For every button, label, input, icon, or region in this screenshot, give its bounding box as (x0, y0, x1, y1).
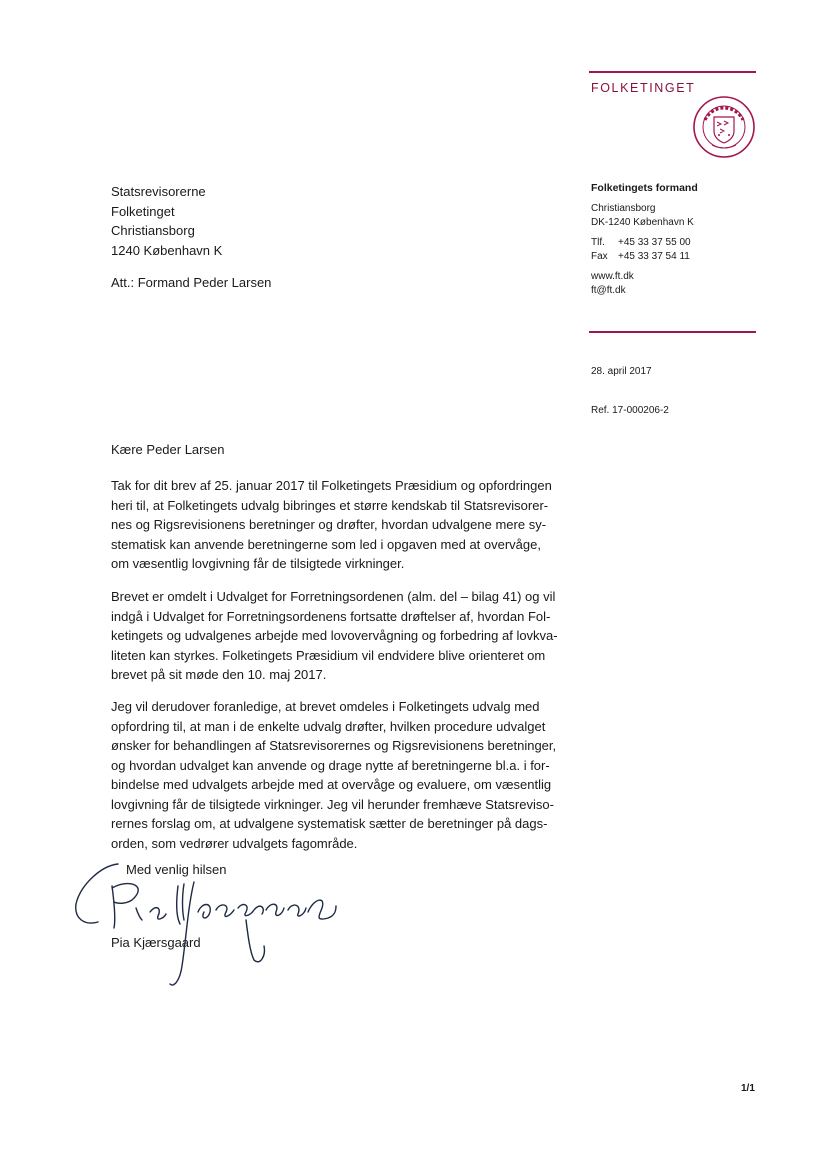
salutation: Kære Peder Larsen (111, 442, 225, 457)
sender-address-line: DK-1240 København K (591, 217, 694, 228)
recipient-line: 1240 København K (111, 242, 223, 258)
paragraph-line: indgå i Udvalget for Forretningsordenens fortsatte drøftelser af, hvordan Fol- (111, 608, 551, 624)
page-number: 1/1 (741, 1083, 755, 1094)
paragraph-line: lovgivning får de tilsigtede virkninger. Jeg vil herunder fremhæve Statsreviso- (111, 796, 554, 812)
paragraph-line: rernes forslag om, at udvalgene systematisk sætter de beretninger på dags- (111, 816, 548, 831)
folketinget-seal-logo (692, 95, 756, 159)
paragraph-line: heri til, at Folketingets udvalg bibringes et større kendskab til Statsrevisorer- (111, 497, 549, 513)
closing-phrase: Med venlig hilsen (126, 862, 227, 877)
paragraph-line: bindelse med udvalgets arbejde med at overvåge og evaluere, om væsentlig (111, 777, 552, 792)
paragraph-3 (111, 697, 557, 853)
paragraph-line: ketingets og udvalgenes arbejde med lovovervågning og forbedring af lovkva- (111, 628, 558, 643)
recipient-line: Folketinget (111, 203, 175, 219)
paragraph-line: orden, som vedrører udvalgets fagområde. (111, 835, 358, 851)
paragraph-2 (111, 587, 557, 685)
phone-label: Tlf. (591, 237, 605, 248)
mid-accent-rule (589, 331, 756, 333)
recipient-address (111, 182, 222, 260)
sender-contact (591, 270, 634, 298)
top-accent-rule (589, 71, 756, 73)
email-link[interactable]: ft@ft.dk (591, 285, 626, 296)
paragraph-line: brevet på sit møde den 10. maj 2017. (111, 667, 327, 682)
recipient-line: Christiansborg (111, 223, 195, 238)
paragraph-line: og hvordan udvalget kan anvende og drage nytte af beretningerne bl.a. i for- (111, 757, 550, 773)
paragraph-line: nes og Rigsrevisionens beretninger og drøfter, hvordan udvalgene mere sy- (111, 517, 547, 532)
paragraph-1 (111, 476, 557, 574)
paragraph-line: Brevet er omdelt i Udvalget for Forretningsordenen (alm. del – bilag 41) og vil (111, 589, 556, 604)
phone-number: +45 33 37 55 00 (618, 237, 691, 248)
sender-phone-block (591, 236, 691, 264)
sender-address (591, 202, 694, 230)
reference-number: Ref. 17-000206-2 (591, 405, 669, 416)
letter-date: 28. april 2017 (591, 366, 652, 377)
paragraph-line: om væsentlig lovgivning får de tilsigtede virkninger. (111, 556, 405, 571)
paragraph-line: Jeg vil derudover foranledige, at brevet omdeles i Folketingets udvalg med (111, 699, 540, 714)
fax-number: +45 33 37 54 11 (618, 251, 690, 262)
fax-row (591, 250, 691, 264)
sender-title: Folketingets formand (591, 182, 698, 194)
paragraph-line: opfordring til, at man i de enkelte udvalg drøfter, hvilken procedure udvalget (111, 718, 546, 734)
phone-row (591, 236, 691, 250)
sender-address-line: Christiansborg (591, 203, 656, 214)
website-link[interactable]: www.ft.dk (591, 271, 634, 282)
paragraph-line: stematisk kan anvende beretningerne som led i opgaven med at overvåge, (111, 536, 541, 552)
handwritten-signature (70, 856, 340, 1006)
paragraph-line: Tak for dit brev af 25. januar 2017 til Folketingets Præsidium og opfordringen (111, 478, 552, 493)
fax-label: Fax (591, 251, 608, 262)
paragraph-line: ønsker for behandlingen af Statsrevisorernes og Rigsrevisionens beretninger, (111, 738, 557, 753)
paragraph-line: liteten kan styrkes. Folketingets Præsidium vil endvidere blive orienteret om (111, 647, 546, 663)
signatory-name: Pia Kjærsgaard (111, 935, 201, 950)
attention-line: Att.: Formand Peder Larsen (111, 275, 272, 290)
recipient-line: Statsrevisorerne (111, 184, 206, 199)
organization-name: FOLKETINGET (591, 81, 696, 95)
